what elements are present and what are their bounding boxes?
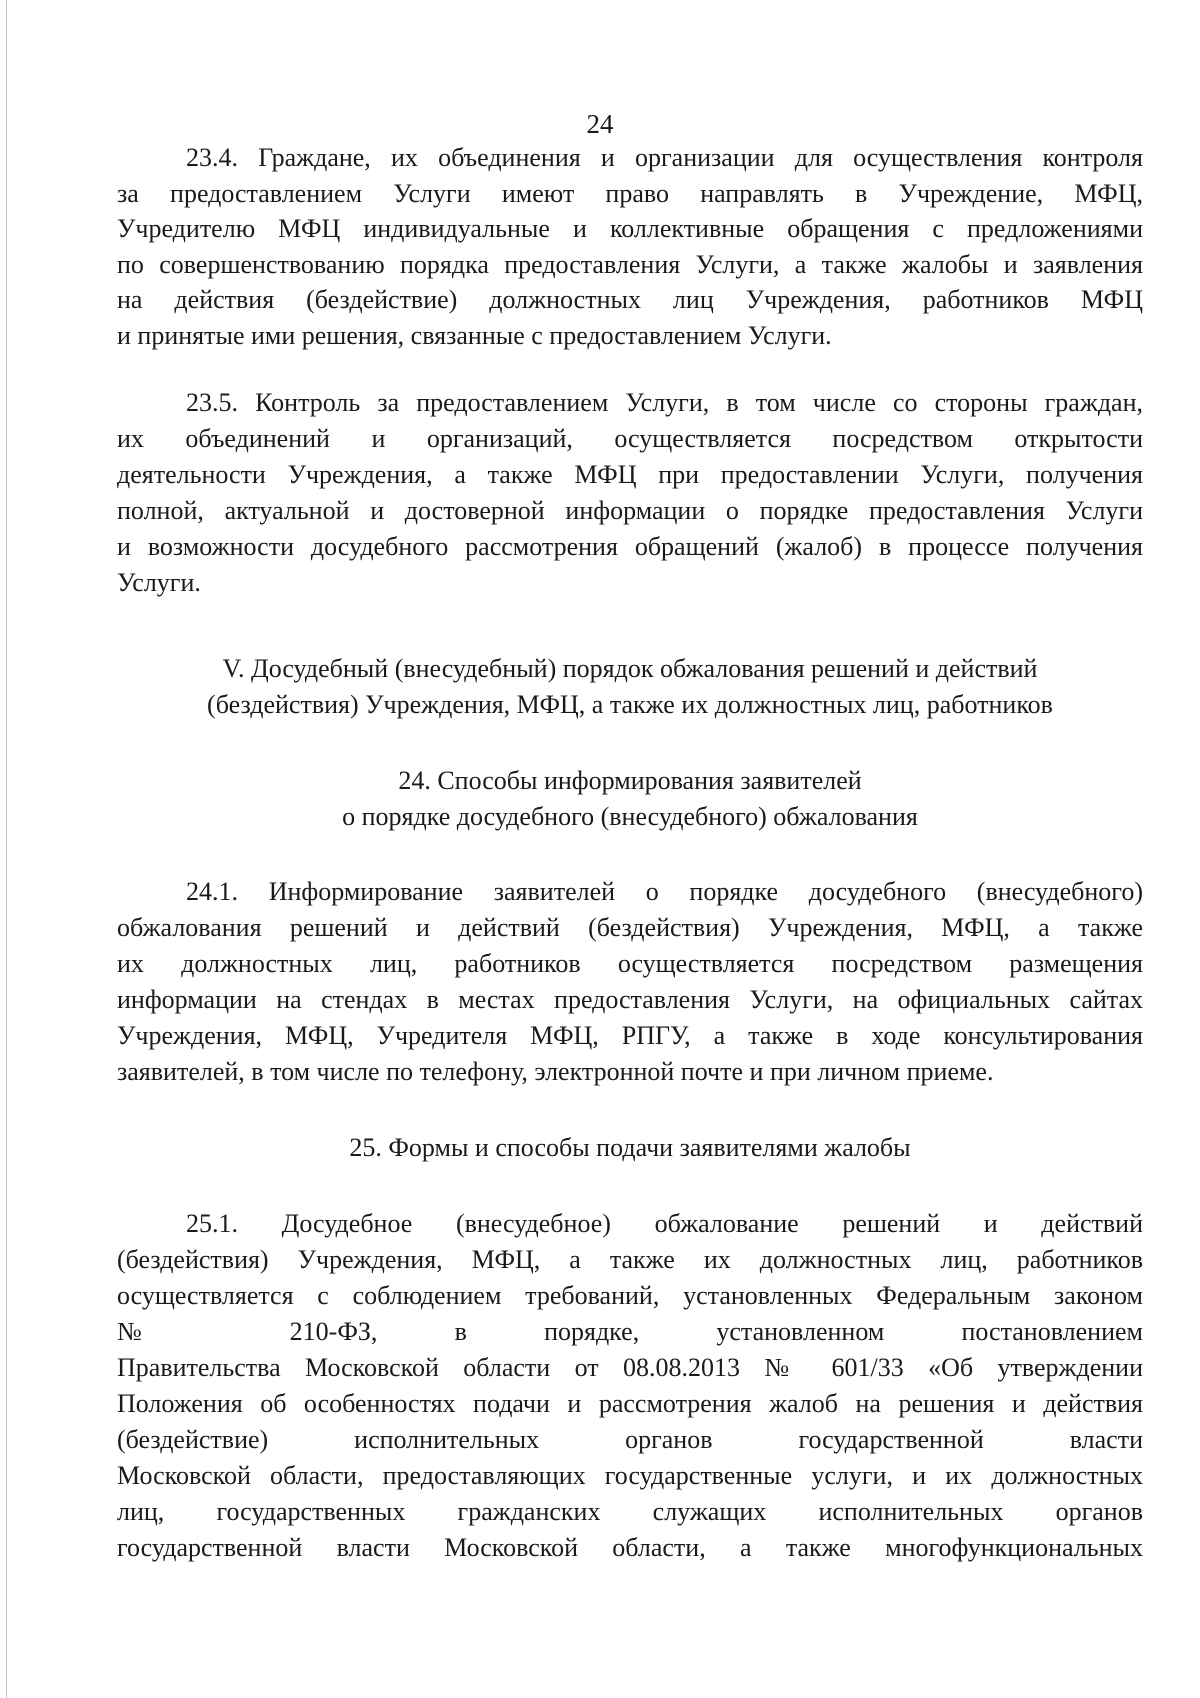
text-line: и принятые ими решения, связанные с предоставлением Услуги. xyxy=(117,321,832,350)
heading-line: (бездействия) Учреждения, МФЦ, а также их должностных лиц, работников xyxy=(207,690,1053,719)
text-line: осуществляется с соблюдением требований, установленных Федеральным законом xyxy=(117,1281,1143,1310)
text-line: 24.1. Информирование заявителей о порядке досудебного (внесудебного) xyxy=(186,877,1143,906)
text-line: полной, актуальной и достоверной информации о порядке предоставления Услуги xyxy=(117,496,1143,525)
text-line: их объединений и организаций, осуществляется посредством открытости xyxy=(117,424,1143,453)
section-25-heading: 25. Формы и способы подачи заявителями жалобы xyxy=(349,1133,911,1162)
text-line: заявителей, в том числе по телефону, электронной почте и при личном приеме. xyxy=(117,1057,994,1086)
text-line: № 210-ФЗ, в порядке, установленном постановлением xyxy=(117,1317,1143,1346)
heading-line: V. Досудебный (внесудебный) порядок обжалования решений и действий xyxy=(222,654,1038,683)
text-line: и возможности досудебного рассмотрения обращений (жалоб) в процессе получения xyxy=(117,532,1143,561)
page-number: 24 xyxy=(586,109,614,139)
text-line: за предоставлением Услуги имеют право направлять в Учреждение, МФЦ, xyxy=(117,179,1143,208)
text-line: 23.5. Контроль за предоставлением Услуги, в том числе со стороны граждан, xyxy=(186,388,1143,417)
text-line: (бездействия) Учреждения, МФЦ, а также их должностных лиц, работников xyxy=(117,1245,1143,1274)
text-line: на действия (бездействие) должностных лиц Учреждения, работников МФЦ xyxy=(117,285,1143,314)
text-line: Правительства Московской области от 08.08.2013 № 601/33 «Об утверждении xyxy=(117,1353,1143,1382)
text-line: лиц, государственных гражданских служащих исполнительных органов xyxy=(117,1497,1143,1526)
text-line: Московской области, предоставляющих государственные услуги, и их должностных xyxy=(117,1461,1143,1490)
text-line: (бездействие) исполнительных органов государственной власти xyxy=(117,1425,1143,1454)
text-line: обжалования решений и действий (бездействия) Учреждения, МФЦ, а также xyxy=(117,913,1143,942)
text-line: деятельности Учреждения, а также МФЦ при предоставлении Услуги, получения xyxy=(117,460,1143,489)
text-line: их должностных лиц, работников осуществляется посредством размещения xyxy=(117,949,1143,978)
text-line: по совершенствованию порядка предоставления Услуги, а также жалобы и заявления xyxy=(117,250,1143,279)
text-line: Учреждения, МФЦ, Учредителя МФЦ, РПГУ, а также в ходе консультирования xyxy=(117,1021,1143,1050)
heading-line: о порядке досудебного (внесудебного) обжалования xyxy=(342,802,918,831)
heading-line: 24. Способы информирования заявителей xyxy=(398,766,862,795)
text-line: Учредителю МФЦ индивидуальные и коллективные обращения с предложениями xyxy=(117,214,1143,243)
text-line: Услуги. xyxy=(117,568,201,597)
text-line: информации на стендах в местах предоставления Услуги, на официальных сайтах xyxy=(117,985,1143,1014)
text-line: государственной власти Московской области, а также многофункциональных xyxy=(117,1533,1143,1562)
text-line: Положения об особенностях подачи и рассмотрения жалоб на решения и действия xyxy=(117,1389,1143,1418)
page-edge-line xyxy=(6,0,7,1698)
text-line: 25.1. Досудебное (внесудебное) обжалование решений и действий xyxy=(186,1209,1143,1238)
text-line: 23.4. Граждане, их объединения и организации для осуществления контроля xyxy=(186,143,1143,172)
